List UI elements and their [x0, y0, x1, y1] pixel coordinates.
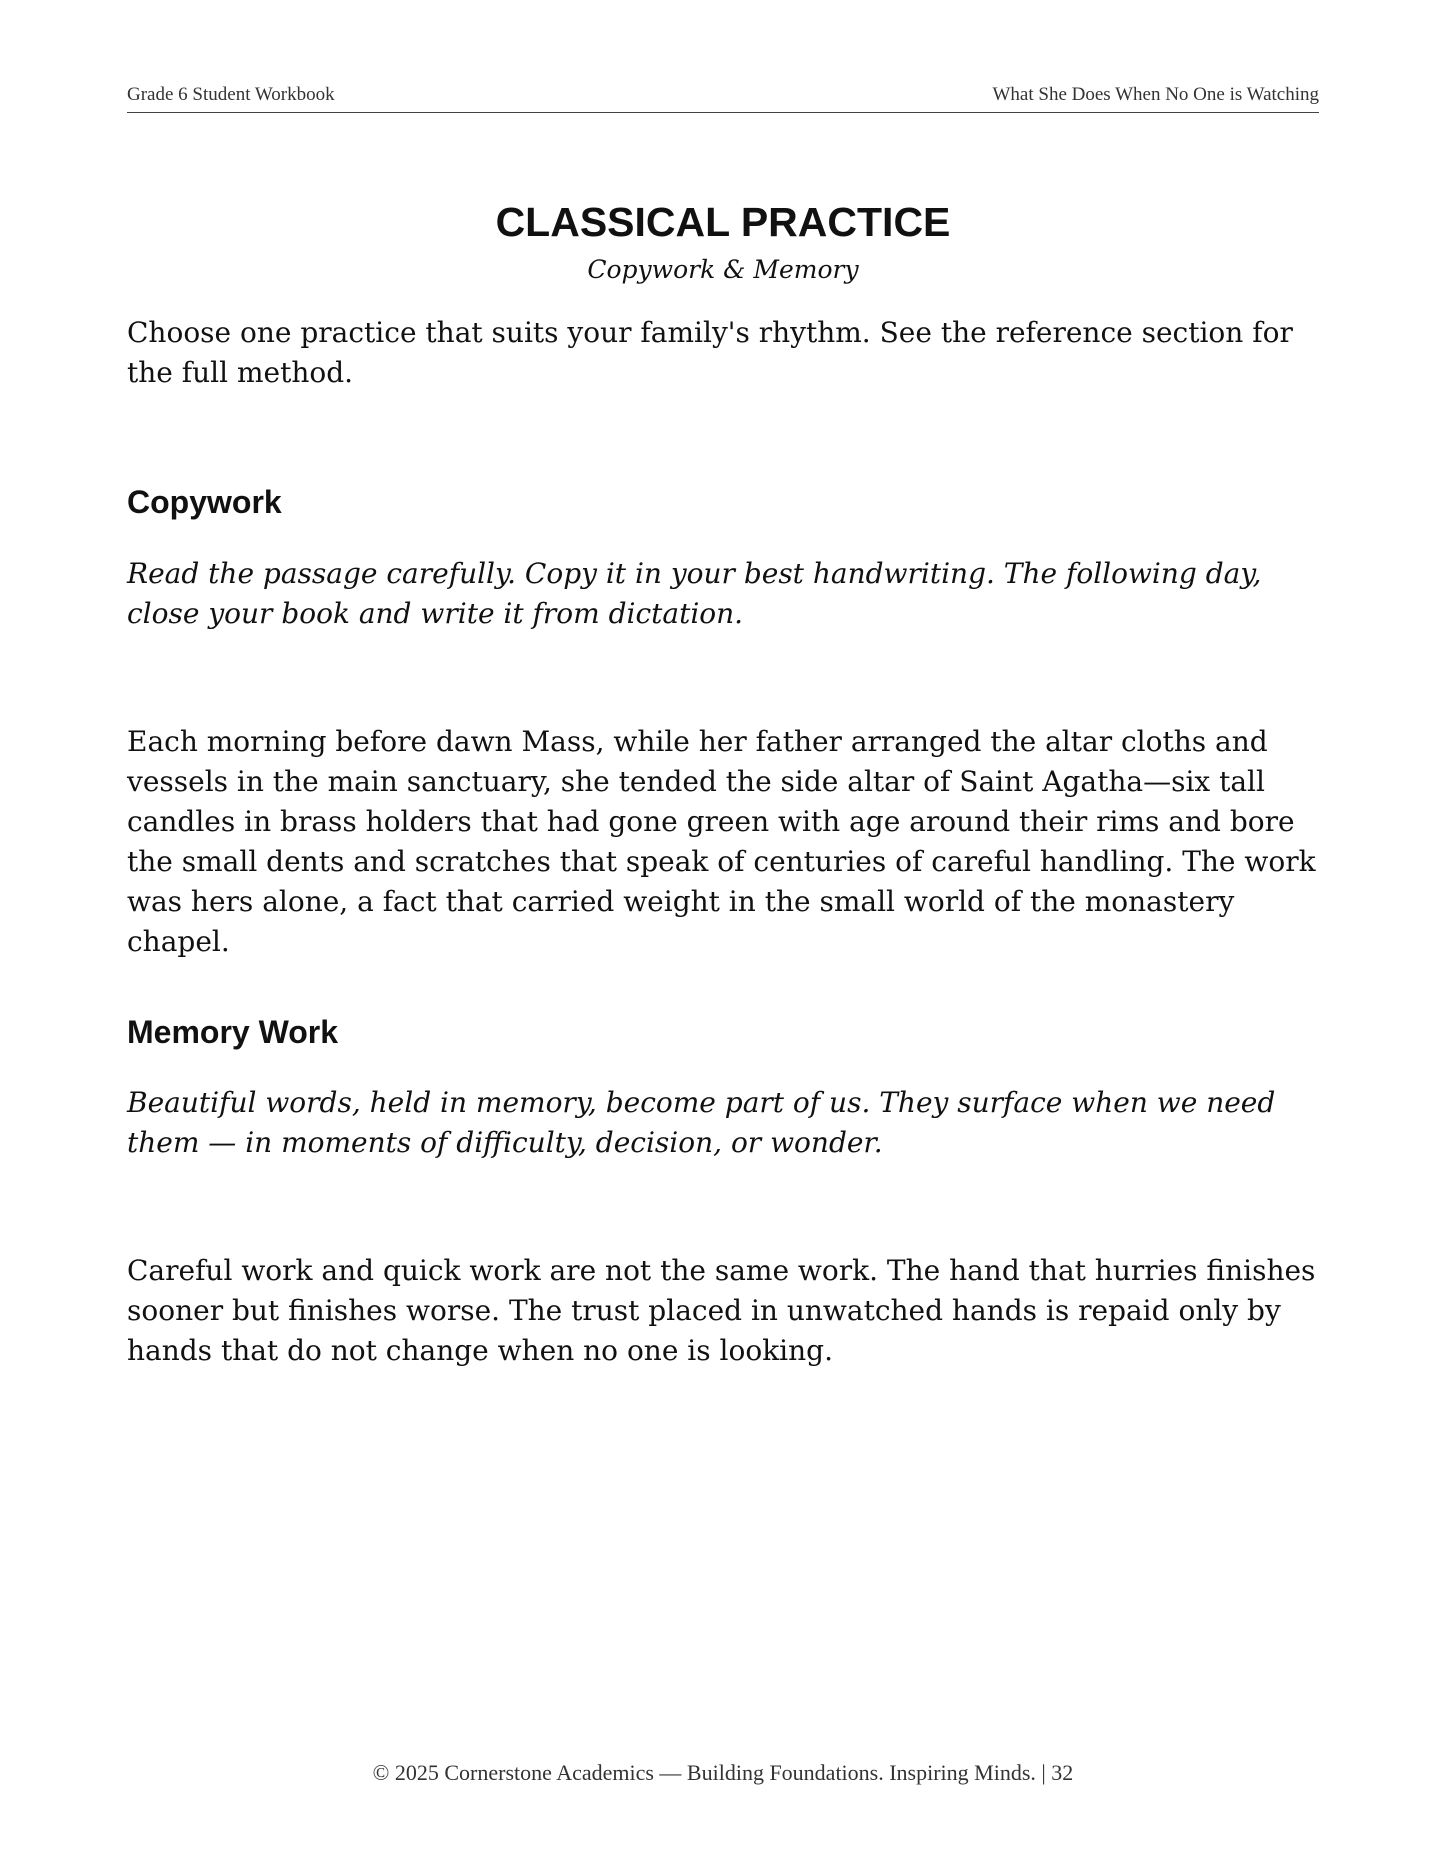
page-footer: © 2025 Cornerstone Academics — Building Foundations. Inspiring Minds. | 32: [372, 1760, 1074, 1785]
header-workbook-title: Grade 6 Student Workbook: [127, 84, 335, 105]
page-subtitle: Copywork & Memory: [587, 255, 859, 284]
page-title: CLASSICAL PRACTICE: [495, 199, 951, 246]
workbook-page: [127, 0, 1319, 1870]
intro-paragraph: Choose one practice that suits your family's rhythm. See the reference section for the full method.: [127, 316, 1293, 389]
memory-work-heading: Memory Work: [127, 1014, 339, 1050]
copywork-passage: Each morning before dawn Mass, while her father arranged the altar cloths and vessels in the main sanctuary, she tended the side altar of Saint Agatha—six tall candles in brass holders that had gone green with age around their rims and bore the small dents and scratches that speak of centuries of careful handling. The work was hers alone, a fact that carried weight in the small world of the monastery chapel.: [127, 725, 1316, 958]
copywork-heading: Copywork: [127, 484, 282, 520]
copywork-instruction: Read the passage carefully. Copy it in your best handwriting. The following day, close your book and write it from dictation.: [127, 557, 1262, 630]
running-header: [127, 84, 1319, 113]
header-story-title: What She Does When No One is Watching: [992, 84, 1319, 105]
memory-work-instruction: Beautiful words, held in memory, become part of us. They surface when we need them — in moments of difficulty, decision, or wonder.: [127, 1086, 1276, 1159]
memory-work-passage: Careful work and quick work are not the same work. The hand that hurries finishes sooner but finishes worse. The trust placed in unwatched hands is repaid only by hands that do not change when no one is looking.: [127, 1254, 1316, 1367]
